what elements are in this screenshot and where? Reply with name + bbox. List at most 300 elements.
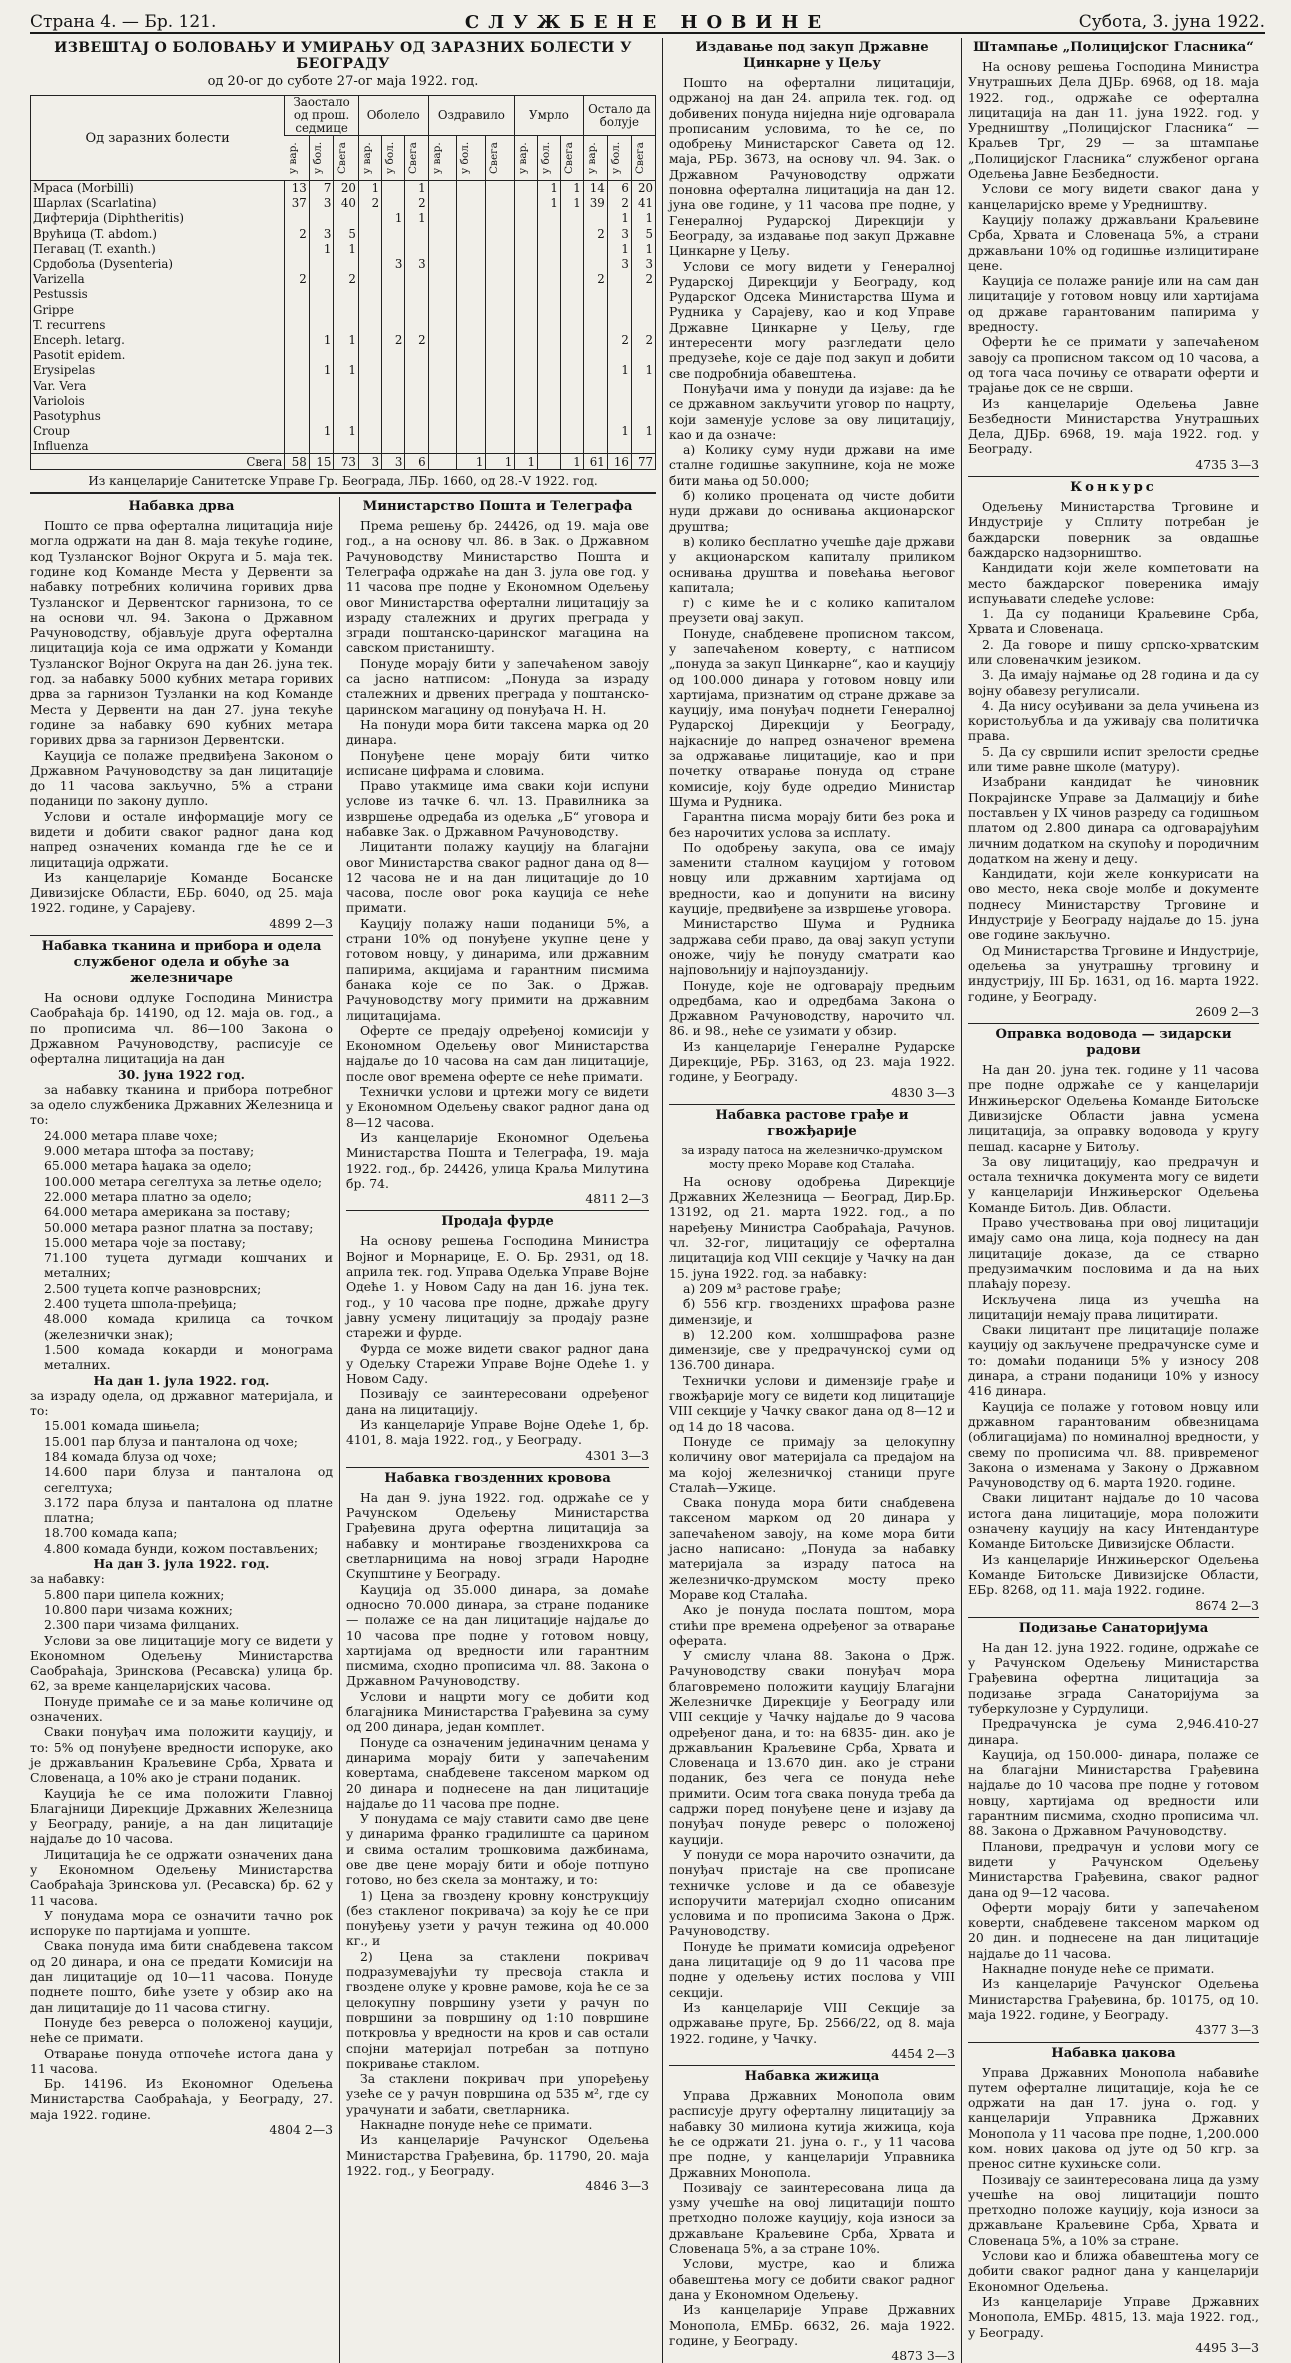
- newspaper-title: СЛУЖБЕНЕ НОВИНЕ: [464, 12, 831, 33]
- table-cell: [358, 211, 381, 226]
- paragraph: У понудама мора се означити тачно рок испоруке по партијама и уопште.: [30, 1907, 333, 1939]
- table-cell: [515, 302, 538, 317]
- table-cell: [309, 256, 334, 271]
- table-cell: [428, 256, 457, 271]
- article-sacks: [968, 2046, 1259, 2356]
- table-cell: [428, 378, 457, 393]
- table-cell: [607, 302, 631, 317]
- article-oak-timber: [669, 1108, 955, 2061]
- table-cell: 3: [309, 226, 334, 241]
- table-cell: [358, 272, 381, 287]
- table-cell: [631, 302, 655, 317]
- total-row: [31, 454, 655, 469]
- table-cell: [560, 408, 583, 423]
- table-cell: [583, 439, 607, 454]
- paragraph: Из канцеларије VIII Секције за одржавање пруге, Бр. 2566/22, од 8. маја 1922. године, у Чачку.: [669, 1999, 955, 2046]
- paragraph: Понуде морају бити у запечаћеном завоју са јасно натписом: „Понуда за израду сталежних и дрвених преграда у поштанско-царинском магацину од понуђача Н. Н.: [346, 655, 649, 717]
- subcolumn-header: у бол.: [540, 141, 553, 175]
- disease-name: Variolois: [33, 393, 85, 408]
- table-cell: [334, 317, 359, 332]
- paragraph: Кауцију полажу наши поданици 5%, а страни 10% од понуђене укупне цене у готовом новцу, у динарима, или државним папирима, акцијама и гарантним писмима банака које се по Зак. о Држав. Рачуноводству могу примити на државним лицитацијама.: [346, 915, 649, 1023]
- total-cell: 15: [309, 454, 334, 469]
- table-cell: 2: [583, 272, 607, 287]
- paragraph: Услови, мустре, као и ближа обавештења могу се добити сваког радног дана у Економном Одељењу.: [669, 2256, 955, 2302]
- article-title: Конкурс: [1070, 480, 1157, 496]
- paragraph: Понуде ће примати комисија одређеног дана лицитације од 9 до 11 часова пре подне у одељењу истих послова у VIII секцији.: [669, 1938, 955, 2000]
- table-cell: [405, 393, 428, 408]
- article-subtitle: за израду патоса на железничко-друмском мосту преко Мораве код Сталаћа.: [681, 1142, 943, 1171]
- table-cell: [358, 348, 381, 363]
- table-cell: [538, 332, 561, 347]
- table-cell: [486, 332, 515, 347]
- table-cell: [405, 348, 428, 363]
- paragraph: Понуђачи има у понуди да изјаве: да ће се државном закључити уговор по нацрту, који заменује услове за ову лицитацију, као и да означе:: [669, 380, 955, 442]
- paragraph: Бр. 14196. Из Економног Одељења Министарства Саобраћаја, у Београду, 27. маја 1922. године.: [30, 2076, 333, 2122]
- article-title: Продаја фурде: [441, 1214, 554, 1230]
- table-cell: [583, 241, 607, 256]
- paragraph: У понуди се мора нарочито означити, да понуђач пристаје на све прописане техничке услове и да се обавезује испоручити материјал сходно описаним условима и по прописима Закона о Држ. Рачуноводству.: [669, 1846, 955, 1939]
- table-cell: [285, 378, 310, 393]
- paragraph: 9.000 метара штофа за поставу;: [44, 1143, 255, 1159]
- table-cell: [334, 211, 359, 226]
- table-cell: [428, 287, 457, 302]
- table-cell: [428, 408, 457, 423]
- table-cell: 2: [334, 272, 359, 287]
- date-line: На дан 1. јула 1922. год.: [93, 1372, 270, 1388]
- table-cell: [428, 348, 457, 363]
- paragraph: Из канцеларије Генералне Рударске Дирекције, РБр. 3163, од 23. маја 1922. године, у Београду.: [669, 1038, 955, 1085]
- total-cell: 16: [607, 454, 631, 469]
- subcolumn-header: Свега: [633, 142, 646, 174]
- disease-name: Grippe: [33, 302, 74, 317]
- table-cell: [515, 211, 538, 226]
- table-cell: [334, 393, 359, 408]
- table-cell: [538, 256, 561, 271]
- paragraph: У понудама се мају ставити само две цене у динарима франко градилиште са царином и свима осталим трошковима дажбинама, ове две цене морају бити и обоје потпуно готово, но без скела за монтажу, и то:: [346, 1811, 649, 1888]
- table-cell: [515, 317, 538, 332]
- paragraph: Услови као и ближа обавештења могу се добити сваког радног дана у канцеларији Економног Одељења.: [968, 2248, 1259, 2294]
- paragraph: за набавку:: [30, 1571, 105, 1587]
- paragraph: Накнадне понуде неће се примати.: [982, 1961, 1215, 1977]
- paragraph: Према решењу бр. 24426, од 19. маја ове год., а на основу чл. 86. в Зак. о Државном Рачуноводству Министарство Пошта и Телеграфа одржаће на дан 3. јула ове год. у 11 часова пре подне у Економном Одељењу овог Министарства офертални лицитацију за израду сталежних и других преграда у згради поштанско-царинског магацина на савском пристаништу.: [346, 518, 649, 656]
- table-cell: [538, 424, 561, 439]
- paragraph: Кауција од 35.000 динара, за домаће односно 70.000 динара, за стране поданике — полаже се на дан лицитације најдаље до 10 часова пре подне у готовом новцу, хартијама од вредности или гарантним писмима, сходно прописима чл. 88. Закона о Државном Рачуноводству.: [346, 1581, 649, 1689]
- table-cell: [358, 317, 381, 332]
- table-cell: [515, 241, 538, 256]
- table-cell: [309, 393, 334, 408]
- paragraph: На основу одобрења Дирекције Државних Железница — Београд, Дир.Бр. 13192, од 21. марта 1922. год., а по наређењу Министра Саобраћаја, Рачунов. чл. 32-гог, лицитацију се офертална лицитација код VIII секције у Чачку на дан 15. јуна 1922. год. за набавку:: [669, 1173, 955, 1281]
- table-cell: [583, 408, 607, 423]
- table-cell: [309, 348, 334, 363]
- paragraph: Кауција се полаже у готовом новцу или државном гарантованим обвезницама (облигацијама) по номиналној вредности, у свему по прописима чл. 88. привременог Закона о изменама у Закону о Државном Рачуноводству од 6. марта 1920. године.: [968, 1398, 1259, 1491]
- paragraph: Из канцеларије Управе Државних Монопола, ЕМБр. 4815, 13. маја 1922. год., у Београду.: [968, 2293, 1259, 2340]
- paragraph: Пошто на офертални лицитацији, одржаној на дан 24. априла тек. год. од добивених понуда ниједна није одговарала прописаним условима, то ће се, по одобрењу Министарског Савета од 12. маја, РБр. 3673, на основу чл. 94. Зак. о Државном Рачуноводству одржати поновна офертална лицитација на дан 12. јуна ове године, у 11 часова пре подне, у Генералној Рударској Дирекцији у Београду, за издавање под закуп Државне Цинкарне у Цељу.: [669, 75, 955, 259]
- table-cell: [486, 317, 515, 332]
- table-cell: [405, 363, 428, 378]
- group-header: Оболело: [358, 96, 428, 136]
- total-cell: 1: [515, 454, 538, 469]
- table-cell: [515, 256, 538, 271]
- subcolumn-header: у бол.: [384, 141, 397, 175]
- table-cell: 1: [382, 211, 405, 226]
- paragraph: Пошто се прва офертална лицитација није могла одржати на дан 8. маја текуће године, код Тузланског Војног Округа и 5. маја тек. године код Команде Места у Дервенти за набавку потребних количина горивих дрва Тузланског и Дервентског гарнизона, то се на основи чл. 94. Закона о Државном Рачуноводству, објављује друга офертална лицитација која се има одржати у Команди Тузланског Војног Округа на дан 26. јуна тек. год. за набавку 5000 кубних метара горивих дрва за гарнизон Тузланки на код Команде Места у Дервенти на дан 27. јуна текуће године за набавку 690 кубних метара горивих дрва за гарнизон Дервентски.: [30, 518, 333, 748]
- subcolumn-header: Свега: [407, 142, 420, 174]
- table-cell: [486, 393, 515, 408]
- table-cell: [607, 348, 631, 363]
- signature-number: 4846 3—3: [585, 2178, 649, 2194]
- table-cell: [358, 424, 381, 439]
- table-cell: [631, 317, 655, 332]
- table-cell: [428, 272, 457, 287]
- table-cell: [583, 424, 607, 439]
- table-cell: [538, 302, 561, 317]
- paragraph: На дан 9. јуна 1922. год. одржаће се у Рачунском Одељењу Министарства Грађевина друга офертна лицитација за набавку и монтирање гвозденихкрова са светларницима на новој згради Народне Скупштине у Београду.: [346, 1489, 649, 1582]
- table-row: [31, 226, 655, 241]
- table-cell: [583, 332, 607, 347]
- table-cell: 1: [607, 211, 631, 226]
- table-cell: [486, 241, 515, 256]
- table-cell: [428, 302, 457, 317]
- date-line: 30. јуна 1922 год.: [118, 1066, 245, 1082]
- table-cell: [382, 363, 405, 378]
- article-title: Министарство Пошта и Телеграфа: [362, 499, 633, 515]
- table-cell: 1: [334, 332, 359, 347]
- table-cell: [457, 196, 486, 211]
- paragraph: Из канцеларије Економног Одељења Министарства Пошта и Телеграфа, 19. маја 1922. год., бр. 24426, улица Краља Милутина бр. 74.: [346, 1129, 649, 1191]
- paragraph: 2.300 пари чизама филцаних.: [44, 1617, 240, 1633]
- table-cell: [309, 317, 334, 332]
- table-cell: 1: [405, 211, 428, 226]
- table-cell: [382, 439, 405, 454]
- table-cell: 2: [405, 196, 428, 211]
- table-cell: [405, 317, 428, 332]
- table-cell: [309, 408, 334, 423]
- disease-name: T. recurrens: [33, 317, 106, 332]
- table-cell: [405, 439, 428, 454]
- paragraph: 64.000 метара американа за поставу;: [44, 1204, 291, 1220]
- table-cell: [486, 302, 515, 317]
- table-cell: [457, 393, 486, 408]
- table-cell: [457, 226, 486, 241]
- paragraph: 14.600 пари блуза и панталона од сегелтуха;: [44, 1464, 333, 1495]
- paragraph: 65.000 метара ћаџака за одело;: [44, 1158, 252, 1174]
- paragraph: За стаклени покривач при упоређењу узеће се у рачун површина од 535 м², где су урачунати и забати, светларника.: [346, 2071, 649, 2117]
- table-cell: [358, 226, 381, 241]
- signature-number: 2609 2—3: [1195, 1003, 1259, 1019]
- table-cell: [583, 378, 607, 393]
- table-cell: [515, 408, 538, 423]
- table-cell: 1: [334, 363, 359, 378]
- table-cell: [428, 226, 457, 241]
- paragraph: Право учествовања при овој лицитацији имају само она лица, која поднесу на дан лицитације доказе, да се стварно предузимачким пословима и да на њих плаћају порезу.: [968, 1215, 1259, 1292]
- table-cell: [358, 378, 381, 393]
- table-cell: [405, 241, 428, 256]
- paragraph: Кауција ће се има положити Главној Благајници Дирекције Државних Железница у Београду, раније, а на дан лицитације најдаље до 10 часова.: [30, 1785, 333, 1847]
- table-cell: [285, 241, 310, 256]
- table-row: [31, 408, 655, 423]
- subcolumn-header: Свега: [336, 142, 349, 174]
- table-cell: 1: [631, 424, 655, 439]
- left-columns: [30, 497, 656, 2363]
- column-1: [30, 497, 333, 2363]
- paragraph: На основу решења Господина Министра Војног и Морнарице, Е. О. Бр. 2931, од 18. априла тек. год. Управа Одељка Управе Војне Одеће 1. у Новом Саду на дан 16. јуна тек. год., у 10 часова пре подне, држаће другу јавну усмену лицитацију за продају разне старежи и фурде.: [346, 1233, 649, 1341]
- table-cell: [309, 439, 334, 454]
- table-cell: [358, 256, 381, 271]
- paragraph: 1) Цена за гвоздену кровну конструкцију (без стакленог покривача) за коју ће се при понуђењу узети у рачун тежина од 40.000 кг., и: [346, 1887, 649, 1949]
- paragraph: По одобрењу закупа, ова се имају заменити сталном кауцијом у готовом новцу или државним хартијама од вредности, као и допунити на висину кауције, предвиђене за извршење уговора.: [669, 839, 955, 917]
- signature-number: 4804 2—3: [269, 2122, 333, 2138]
- paragraph: На дан 12. јуна 1922. године, одржаће се у Рачунском Одељењу Министарства Грађевина офертна лицитација за подизање зграда Санаторијума за туберкулозне у Сурдулици.: [968, 1639, 1259, 1716]
- table-cell: [515, 287, 538, 302]
- paragraph: Понуде без реверса о положеној кауцији, неће се примати.: [30, 2014, 333, 2046]
- paragraph: Из канцеларије Рачунског Одељења Министарства Грађевина, бр. 10175, од 10. маја 1922. године, у Београду.: [968, 1976, 1259, 2022]
- table-cell: [607, 272, 631, 287]
- table-cell: [285, 317, 310, 332]
- table-cell: [457, 424, 486, 439]
- table-cell: [538, 348, 561, 363]
- table-cell: [358, 241, 381, 256]
- disease-name: Croup: [33, 424, 70, 439]
- paragraph: Отварање понуда отпочеће истога дана у 11 часова.: [30, 2045, 333, 2076]
- disease-name: Influenza: [33, 439, 89, 454]
- table-cell: [382, 408, 405, 423]
- page-columns: [30, 38, 1265, 2363]
- table-cell: 2: [405, 332, 428, 347]
- table-cell: [607, 393, 631, 408]
- paragraph: Понуђене цене морају бити читко исписане цифрама и словима.: [346, 747, 649, 778]
- table-cell: [405, 302, 428, 317]
- table-cell: [538, 226, 561, 241]
- table-cell: [285, 439, 310, 454]
- paragraph: Кауција се полаже раније или на сам дан лицитације у готовом новцу или хартијама од државе гарантованим папирима у вредносту.: [968, 273, 1259, 335]
- table-cell: [382, 317, 405, 332]
- table-cell: [285, 256, 310, 271]
- subcolumn-header: у бол.: [311, 141, 324, 175]
- table-cell: [538, 287, 561, 302]
- item-list: [30, 1587, 333, 1633]
- table-cell: [538, 317, 561, 332]
- paragraph: Понуде примаће се и за мање количине од означених.: [30, 1693, 333, 1725]
- table-cell: [486, 272, 515, 287]
- table-row: [31, 317, 655, 332]
- table-cell: [457, 302, 486, 317]
- table-cell: 1: [538, 196, 561, 211]
- table-cell: [607, 317, 631, 332]
- table-cell: [560, 302, 583, 317]
- table-cell: [457, 211, 486, 226]
- paragraph: 2) Цена за стаклени покривач подразумевајући ту пресвоја стакла и гвоздене олуке у кровне рамове, која ће се за целокупну површину узети у рачун по површини за површину од 1:10 површине поткровља у вредности на кров и сав остали спојни материјал потребан за потпуно покривање стаклом.: [346, 1948, 649, 2071]
- table-cell: 1: [560, 196, 583, 211]
- paragraph: Свака понуда мора бити снабдевена таксеном марком од 20 динара у запечаћеном завоју, на коме мора бити јасно написано: „Понуда за набавку материјала за израду патоса на железничко-друмском мосту преко Мораве код Сталаћа.: [669, 1495, 955, 1602]
- paragraph: 22.000 метара платно за одело;: [44, 1188, 252, 1204]
- table-cell: [560, 393, 583, 408]
- column-4: [968, 38, 1259, 2363]
- table-cell: [309, 287, 334, 302]
- table-cell: [334, 378, 359, 393]
- total-cell: [428, 454, 457, 469]
- paragraph: 15.000 метара чоје за поставу;: [44, 1234, 246, 1250]
- table-cell: [285, 287, 310, 302]
- table-cell: 3: [631, 256, 655, 271]
- table-row: [31, 378, 655, 393]
- table-cell: [486, 378, 515, 393]
- table-cell: [515, 439, 538, 454]
- masthead: [30, 10, 1265, 34]
- group-header: Заостало од прош. седмице: [285, 96, 359, 136]
- table-cell: [428, 211, 457, 226]
- table-row: [31, 241, 655, 256]
- table-cell: [382, 348, 405, 363]
- paragraph: Искључена лица из учешћа на лицитацији немају права лицитирати.: [968, 1291, 1259, 1322]
- article-competition: [968, 480, 1259, 1019]
- table-cell: [382, 226, 405, 241]
- table-cell: 1: [309, 424, 334, 439]
- table-cell: 7: [309, 181, 334, 196]
- table-cell: 40: [334, 196, 359, 211]
- disease-name: Pestussis: [33, 287, 88, 302]
- paragraph: Из канцеларије Рачунског Одељења Министарства Грађевина, бр. 11790, 20. маја 1922. год., у Београду.: [346, 2132, 649, 2178]
- disease-name-header: Од заразних болести: [31, 96, 285, 181]
- table-cell: [457, 332, 486, 347]
- table-cell: 2: [382, 332, 405, 347]
- paragraph: Из канцеларије Команде Босанске Дивизијске Области, ЕБр. 6040, од 25. маја 1922. године, у Сарајеву.: [30, 869, 333, 916]
- table-cell: [382, 272, 405, 287]
- table-cell: [583, 348, 607, 363]
- table-cell: [285, 408, 310, 423]
- table-cell: [309, 378, 334, 393]
- paragraph: 5. Да су свршили испит зрелости средње или тиме равне школе (матуру).: [968, 743, 1259, 775]
- paragraph: На основи одлуке Господина Министра Саобраћаја бр. 14190, од 12. маја ов. год., а по прописима чл. 86—100 Закона о Државном Рачуноводству, расписује се офертална лицитација на дан: [30, 990, 333, 1067]
- table-cell: 1: [309, 241, 334, 256]
- paragraph: Оферти ће се примати у запечаћеном завоју са прописном таксом од 10 часова, а од тога часа почињу се отварати оферти и трајање док се не сврши.: [968, 334, 1259, 396]
- table-cell: [405, 226, 428, 241]
- table-cell: [309, 302, 334, 317]
- table-cell: [358, 393, 381, 408]
- table-cell: 3: [382, 256, 405, 271]
- article-police-gazette: [968, 40, 1259, 472]
- article-title: Оправка водовода — зидарски радови: [995, 1027, 1232, 1059]
- table-cell: 3: [405, 256, 428, 271]
- paragraph: Позивају се заинтересовани одређеног дана на лицитацију.: [346, 1386, 649, 1417]
- paragraph: Изабрани кандидат ће чиновник Покрајинске Управе за Далмацију и биће постављен у IX чинов разреду са годишњом платом од 2.800 динара са одговарајућим личним додатком на скупоћу и породичним додатком на жену и децу.: [968, 774, 1259, 866]
- table-cell: 20: [631, 181, 655, 196]
- table-cell: [560, 287, 583, 302]
- subcolumn-header: у бол.: [609, 141, 622, 175]
- signature-number: 4735 3—3: [1195, 456, 1259, 472]
- table-cell: [382, 181, 405, 196]
- report-subtitle: од 20-ог до суботе 27-ог маја 1922. год.: [207, 74, 479, 89]
- table-cell: 1: [538, 181, 561, 196]
- paragraph: Кандидати који желе компетовати на место баждарског повереника имају испуњавати следеће услове:: [968, 560, 1259, 606]
- table-cell: 1: [334, 424, 359, 439]
- table-cell: [486, 181, 515, 196]
- table-cell: [405, 378, 428, 393]
- paragraph: 48.000 комада крилица са точком (железнички знак);: [44, 1311, 333, 1342]
- paragraph: На основу решења Господина Министра Унутрашњих Дела ДЈБр. 6968, од 18. маја 1922. год., одржаће се офертална лицитација на дан 11. јуна 1922. год. у Уредништву „Полицијског Гласника“ — Краљев Трг, 29 — за штампање „Полицијског Гласника“ службеног органа Одељења Јавне Безбедности.: [968, 59, 1259, 182]
- table-cell: [583, 317, 607, 332]
- total-label: Свега: [31, 454, 285, 469]
- table-row: [31, 272, 655, 287]
- paragraph: 184 комада блуза од чохе;: [44, 1448, 217, 1464]
- table-cell: [607, 378, 631, 393]
- disease-name: Врућица (T. abdom.): [33, 226, 158, 241]
- paragraph: Лицитанти полажу кауцију на благајни овог Министарства сваког радног дана од 8—12 часова не и на дан лицитације до 10 часова, после овог рока кауција се неће примати.: [346, 839, 649, 916]
- total-cell: 1: [457, 454, 486, 469]
- table-cell: [560, 348, 583, 363]
- table-cell: [515, 348, 538, 363]
- page-number: Страна 4. — Бр. 121.: [30, 12, 217, 32]
- table-cell: [285, 424, 310, 439]
- subcolumn-header: у вар.: [286, 142, 299, 174]
- table-cell: 37: [285, 196, 310, 211]
- table-cell: 2: [607, 332, 631, 347]
- disease-name: Varizella: [33, 272, 85, 287]
- table-cell: [457, 439, 486, 454]
- paragraph: Ако је понуда послата поштом, мора стићи пре времена одређеног за отварање оферата.: [669, 1602, 955, 1648]
- paragraph: Управа Државних Монопола набавиће путем оферталне лицитације, која ће се одржати на дан 17. јуна о. год. у канцеларији Управника Државних Монопола у 11 часова пре подне, 1,200.000 ком. нових џакова од јуте од 50 кгр. за пренос ситне кухињске соли.: [968, 2064, 1259, 2172]
- total-cell: 73: [334, 454, 359, 469]
- paragraph: за набавку тканина и прибора потребног за одело службеника Државних Железница и то:: [30, 1081, 333, 1128]
- total-cell: 77: [631, 454, 655, 469]
- table-cell: [538, 241, 561, 256]
- paragraph: Из канцеларије Управе Војне Одеће 1, бр. 4101, 8. маја 1922. год., у Београду.: [346, 1416, 649, 1448]
- table-cell: [538, 272, 561, 287]
- disease-name: Пегавац (T. exanth.): [33, 241, 156, 256]
- table-cell: [631, 408, 655, 423]
- table-cell: [560, 226, 583, 241]
- paragraph: Услови се могу видети сваког дана у канцеларијско време у Уредништву.: [968, 181, 1259, 212]
- table-cell: 1: [631, 211, 655, 226]
- table-cell: [405, 424, 428, 439]
- table-cell: [428, 317, 457, 332]
- table-cell: [382, 302, 405, 317]
- table-cell: [631, 287, 655, 302]
- table-cell: [285, 393, 310, 408]
- table-cell: [515, 363, 538, 378]
- table-cell: [560, 256, 583, 271]
- table-row: [31, 363, 655, 378]
- subcolumn-header: Свега: [488, 142, 501, 174]
- table-cell: [382, 287, 405, 302]
- subcolumn-header: у бол.: [459, 141, 472, 175]
- paragraph: 4.800 комада бунди, кожом постављених;: [44, 1540, 319, 1556]
- table-cell: 1: [631, 363, 655, 378]
- table-cell: [382, 378, 405, 393]
- paragraph: Понуде, које не одговарају предњим одредбама, као и одредбама Закона о Државном Рачуноводству, нарочито чл. 86. и 98., неће се узимати у обзир.: [669, 977, 955, 1039]
- date-line: На дан 3. јула 1922. год.: [93, 1556, 270, 1572]
- paragraph: 2. Да говоре и пишу српско-хрватским или словеначким језиком.: [968, 636, 1259, 667]
- table-cell: 1: [309, 363, 334, 378]
- table-cell: 5: [631, 226, 655, 241]
- table-cell: [334, 256, 359, 271]
- paragraph: 71.100 туцета дугмади кошчаних и металних;: [44, 1250, 333, 1281]
- paragraph: 18.700 комада капа;: [44, 1525, 178, 1541]
- paragraph: Предрачунска је сума 2,946.410-27 динара.: [968, 1716, 1259, 1747]
- table-cell: 39: [583, 196, 607, 211]
- report-source: Из канцеларије Санитетске Управе Гр. Београда, ЛБр. 1660, од 28.-V 1922. год.: [88, 474, 598, 489]
- paragraph: 1.500 комада кокарди и монограма металних.: [44, 1341, 333, 1373]
- table-cell: [285, 302, 310, 317]
- paragraph: 4. Да нису осуђивани за дела учињена из користољубља и да уживају сва политичка права.: [968, 697, 1259, 744]
- paragraph: Понуде, снабдевене прописном таксом, у запечаћеном коверту, с натписом „понуда за закуп Цинкарне“, као и кауцију од 100.000 динара у готовом новцу или хартијама, признатим од стране државе за кауцију, има понуђач поднети Генералној Рударској Дирекцији у Београду, најкасније до напред означеног времена за одржавање лицитације, као и при почетку отварање понуда од стране комисије, коју буде одредио Министар Шума и Рудника.: [669, 625, 955, 809]
- table-cell: [515, 332, 538, 347]
- table-cell: [428, 181, 457, 196]
- article-title: Набавка џакова: [1051, 2045, 1176, 2061]
- table-cell: [428, 393, 457, 408]
- article-title: Издавање под закуп Државне Цинкарне у Цељу: [695, 40, 929, 71]
- table-cell: [515, 393, 538, 408]
- paragraph: На дан 20. јуна тек. године у 11 часова пре подне одржаће се у канцеларији Инжињерског Одељења Команде Битољске Дивизијске Области јавна усмена лицитација, за оправку водовода у кругу пешад. касарне у Битољу.: [968, 1062, 1259, 1154]
